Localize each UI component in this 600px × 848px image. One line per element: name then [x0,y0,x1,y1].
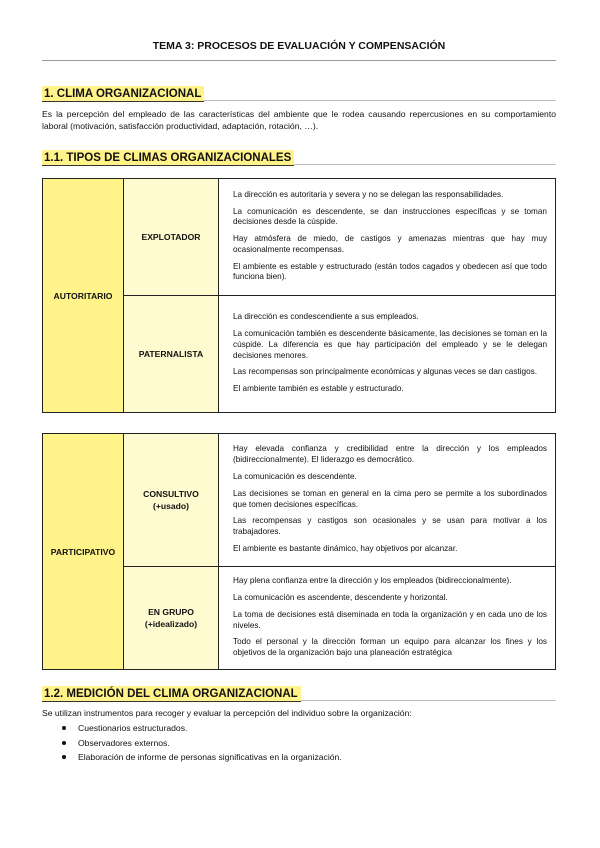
en-grupo-note: (+idealizado) [144,619,198,629]
participativo-label: PARTICIPATIVO [43,434,124,670]
bullet-icon [62,755,66,759]
list-item [42,736,342,751]
paternalista-description [219,296,556,413]
consultivo-label [124,434,219,567]
list-item: Hay elevada confianza y credibilidad entre la dirección y los empleados (bidireccionalmente). El liderazgo es democrático. [233,444,547,465]
explotador-label: EXPLOTADOR [124,179,219,296]
list-item: La dirección es autoritaria y severa y no se delegan las responsabilidades. [233,189,504,199]
list-item: Las recompensas son principalmente económicas y algunas veces se dan castigos. [233,367,538,377]
consultivo-title: CONSULTIVO [143,489,199,499]
paternalista-label: PATERNALISTA [124,296,219,413]
list-item: El ambiente es bastante dinámico, hay objetivos por alcanzar. [233,543,458,553]
autoritario-table [42,178,556,413]
table-row [43,179,556,296]
list-item-text: Observadores externos. [78,737,170,748]
section-title-medicion: 1.2. MEDICIÓN DEL CLIMA ORGANIZACIONAL [42,686,301,702]
section-title-tipos: 1.1. TIPOS DE CLIMAS ORGANIZACIONALES [42,150,294,166]
list-item: Las decisiones se toman en general en la cima pero se permite a los subordinados que tomen decisiones específicas. [233,488,547,509]
list-item: Hay plena confianza entre la dirección y los empleados (bidireccionalmente). [233,576,512,586]
list-item-text: Cuestionarios estructurados. [78,723,188,733]
consultivo-note: (+usado) [152,501,190,511]
autoritario-label: AUTORITARIO [43,179,124,413]
list-item [42,750,342,765]
list-item: La comunicación es ascendente, descendente y horizontal. [233,592,448,602]
list-item: Las recompensas y castigos son ocasionales y se usan para motivar a los trabajadores. [233,516,547,537]
section-title-clima: 1. CLIMA ORGANIZACIONAL [42,86,204,102]
section-paragraph-definition: Es la percepción del empleado de las características del ambiente que le rodea causando repercusiones en su comportamiento laboral (motivación, satisfacción productividad, adaptación, rotación, …). [42,109,556,131]
list-item: La comunicación también es descendente básicamente, las decisiones se toman en la cúspide. La diferencia es que hay participación del empleado y se le delegan decisiones menores. [233,328,547,360]
list-item-text: Elaboración de informe de personas significativas en la organización. [78,752,342,762]
consultivo-description [219,434,556,567]
table-row [43,434,556,567]
list-item: Hay atmósfera de miedo, de castigos y amenazas mientras que hay muy ocasionalmente recompensas. [233,234,547,254]
explotador-description [219,179,556,296]
en-grupo-label [124,567,219,670]
participativo-table [42,433,556,670]
list-item: La comunicación es descendente. [233,471,357,481]
section-paragraph-intro: Se utilizan instrumentos para recoger y evaluar la percepción del individuo sobre la organización: [42,708,412,718]
list-item: El ambiente también es estable y estructurado. [233,384,404,394]
list-item: La toma de decisiones está diseminada en toda la organización y en cada uno de los niveles. [233,609,547,630]
bullet-icon [62,741,66,745]
document-header: TEMA 3: PROCESOS DE EVALUACIÓN Y COMPENSACIÓN [42,40,556,61]
instruments-list [42,721,342,765]
bullet-icon [62,726,66,730]
list-item [42,721,342,736]
list-item: El ambiente es estable y estructurado (están todos cagados y obedecen así que todo funciona bien). [233,261,547,282]
en-grupo-description [219,567,556,670]
list-item: La dirección es condescendiente a sus empleados. [233,312,419,322]
list-item: La comunicación es descendente, se dan instrucciones específicas y se toman decisiones desde la cúspide. [233,206,547,227]
en-grupo-title: EN GRUPO [148,607,194,617]
list-item: Todo el personal y la dirección forman un equipo para alcanzar los fines y los objetivos de la organización bajo una planeación estratégica [233,637,547,658]
